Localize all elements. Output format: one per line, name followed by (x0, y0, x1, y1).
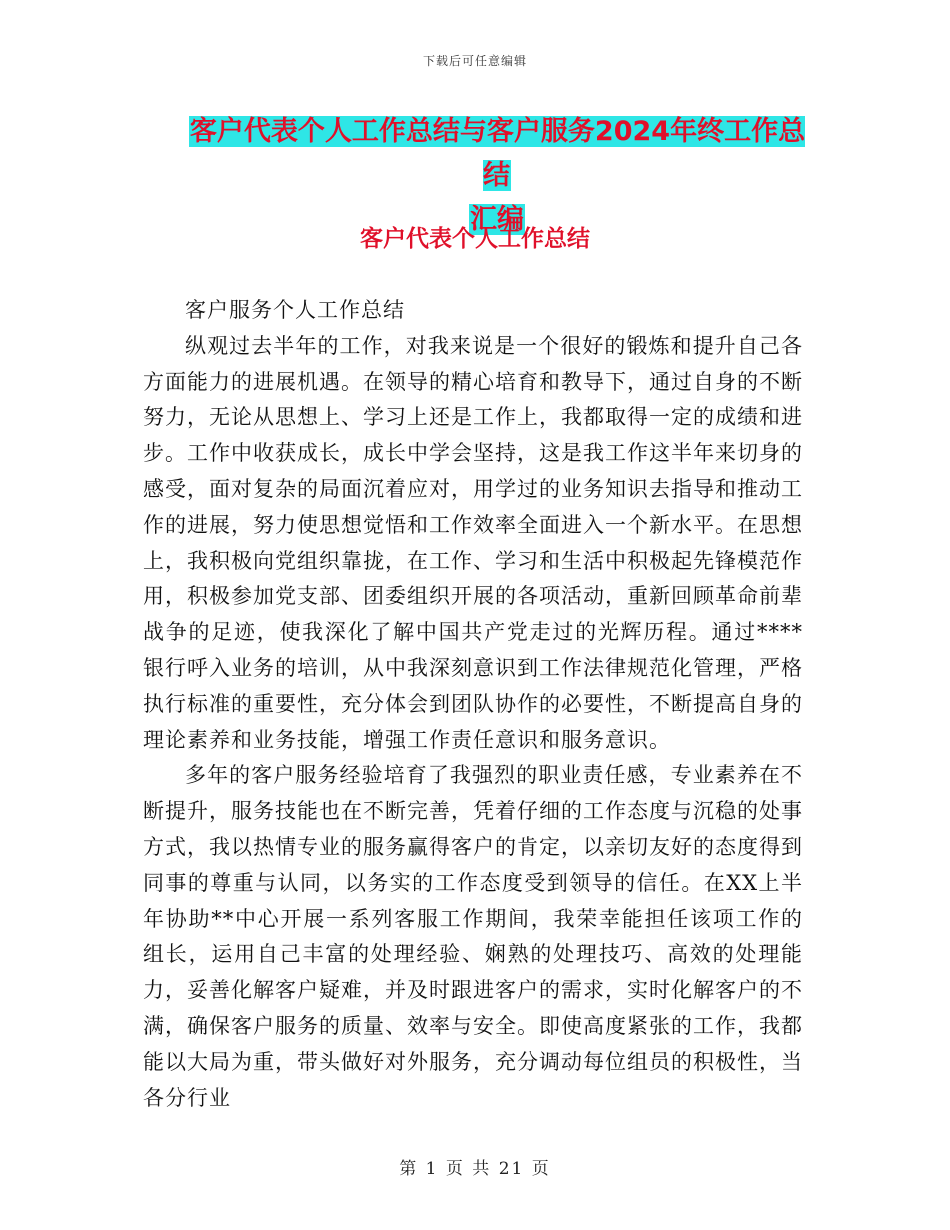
page-number: 第 1 页 共 21 页 (399, 1159, 551, 1179)
paragraph: 纵观过去半年的工作，对我来说是一个很好的锻炼和提升自己各方面能力的进展机遇。在领导的精心培育和教导下，通过自身的不断努力，无论从思想上、学习上还是工作上，我都取得一定的成绩和进步。工作中收获成长，成长中学会坚持，这是我工作这半年来切身的感受，面对复杂的局面沉着应对，用学过的业务知识去指导和推动工作的进展，努力使思想觉悟和工作效率全面进入一个新水平。在思想上，我积极向党组织靠拢，在工作、学习和生活中积极起先锋模范作用，积极参加党支部、团委组织开展的各项活动，重新回顾革命前辈战争的足迹，使我深化了解中国共产党走过的光辉历程。通过****银行呼入业务的培训，从中我深刻意识到工作法律规范化管理，严格执行标准的重要性，充分体会到团队协作的必要性，不断提高自身的理论素养和业务技能，增强工作责任意识和服务意识。 (143, 333, 803, 752)
paragraph-subtitle: 客户服务个人工作总结 (185, 298, 405, 322)
document-body (143, 293, 803, 1116)
page-header-note: 下载后可任意编辑 (422, 54, 527, 68)
document-title-line-2: 汇编 (470, 204, 524, 235)
document-title-line-1: 客户代表个人工作总结与客户服务2024年终工作总结 (189, 116, 806, 191)
paragraph: 多年的客户服务经验培育了我强烈的职业责任感，专业素养在不断提升，服务技能也在不断完善，凭着仔细的工作态度与沉稳的处事方式，我以热情专业的服务赢得客户的肯定，以亲切友好的态度得到同事的尊重与认同，以务实的工作态度受到领导的信任。在XX上半年协助**中心开展一系列客服工作期间，我荣幸能担任该项工作的组长，运用自己丰富的处理经验、娴熟的处理技巧、高效的处理能力，妥善化解客户疑难，并及时跟进客户的需求，实时化解客户的不满，确保客户服务的质量、效率与安全。即使高度紧张的工作，我都能以大局为重，带头做好对外服务，充分调动每位组员的积极性，当各分行业 (143, 763, 803, 1110)
section-title: 客户代表个人工作总结 (360, 226, 590, 252)
